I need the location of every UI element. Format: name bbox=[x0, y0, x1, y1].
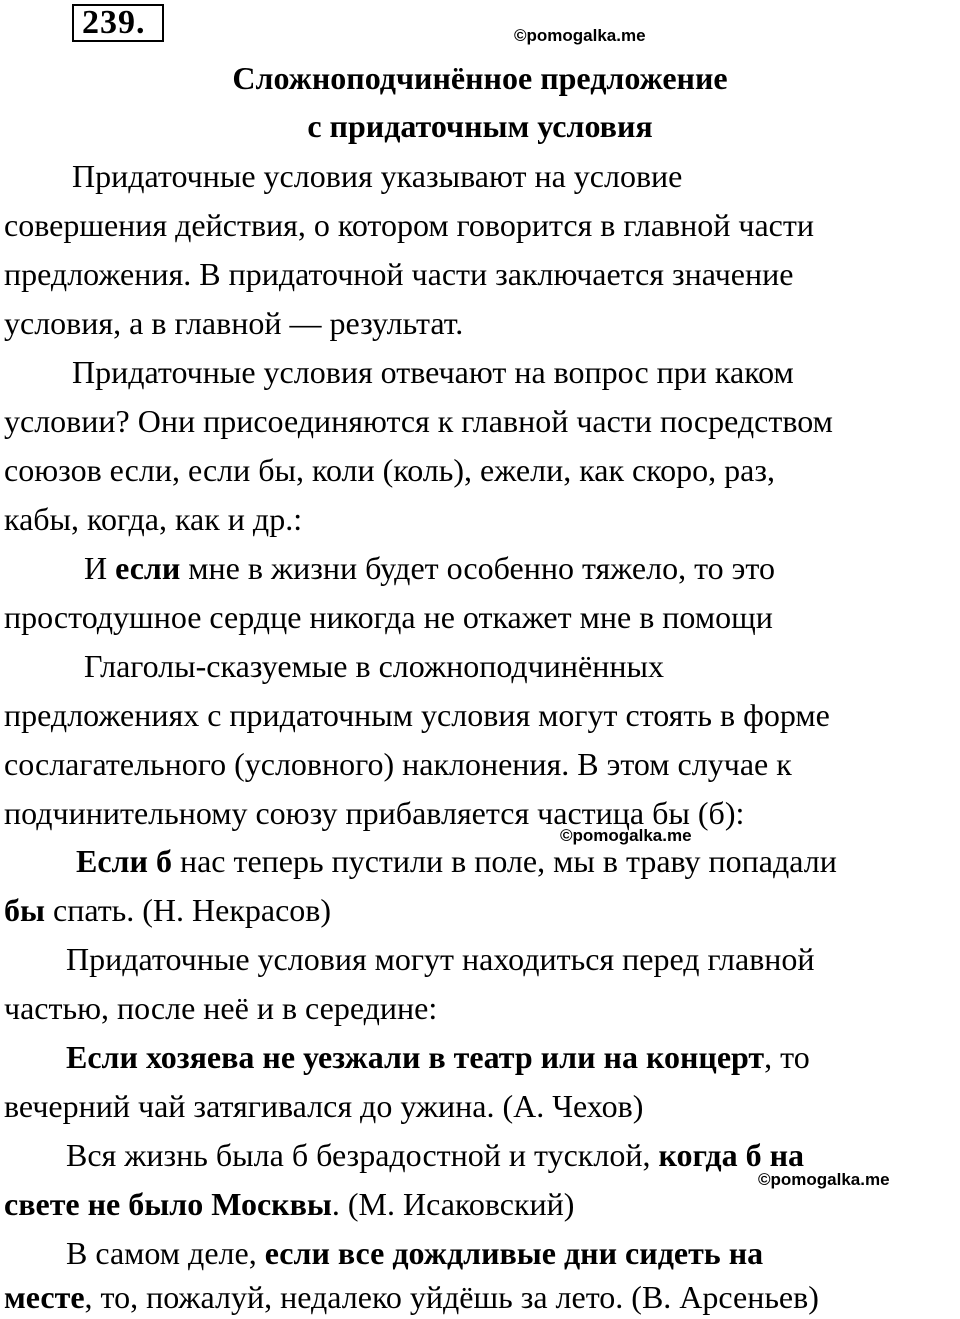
example-4-clause-start: когда б на bbox=[658, 1137, 805, 1173]
paragraph-2-line-3: союзов если, если бы, коли (коль), ежели, как скоро, раз, bbox=[4, 452, 775, 488]
example-4-line-2 bbox=[4, 1184, 574, 1224]
example-5-text-rest: , то, пожалуй, недалеко уйдёшь за лето. (В. Арсеньев) bbox=[84, 1279, 819, 1315]
paragraph-1-line-1: Придаточные условия указывают на условие bbox=[72, 158, 683, 194]
paragraph-1-line-4: условия, а в главной — результат. bbox=[4, 305, 464, 341]
title-line-2: с придаточным условия bbox=[307, 108, 653, 144]
example-5-clause-end: месте bbox=[4, 1279, 85, 1315]
watermark-middle: ©pomogalka.me bbox=[560, 826, 692, 845]
example-2-line-1 bbox=[76, 841, 837, 881]
example-5-clause-start: если все дождливые дни сидеть на bbox=[264, 1235, 764, 1271]
paragraph-3-line-4: подчинительному союзу прибавляется частица бы (б): bbox=[4, 795, 745, 831]
example-1-conjunction: если bbox=[115, 550, 181, 586]
example-4-text-rest: . (М. Исаковский) bbox=[331, 1186, 575, 1222]
example-3-text: , то bbox=[764, 1039, 810, 1075]
example-2-line-2 bbox=[4, 890, 331, 930]
paragraph-1-line-3: предложения. В придаточной части заключается значение bbox=[4, 256, 794, 292]
exercise-number: 239. bbox=[72, 4, 164, 42]
example-4-text: Вся жизнь была б безрадостной и тусклой, bbox=[66, 1137, 659, 1173]
example-3-clause: Если хозяева не уезжали в театр или на концерт bbox=[66, 1039, 765, 1075]
paragraph-4-line-2: частью, после неё и в середине: bbox=[4, 990, 438, 1026]
paragraph-3-line-2: предложениях с придаточным условия могут стоять в форме bbox=[4, 697, 830, 733]
example-5-line-2 bbox=[4, 1277, 819, 1317]
example-3-line-2: вечерний чай затягивался до ужина. (А. Чехов) bbox=[4, 1088, 644, 1124]
title-line-1: Сложноподчинённое предложение bbox=[232, 60, 728, 96]
example-4-clause-end: свете не было Москвы bbox=[4, 1186, 332, 1222]
example-5-text: В самом деле, bbox=[66, 1235, 265, 1271]
example-1-text-rest: мне в жизни будет особенно тяжело, то это bbox=[180, 550, 775, 586]
example-2-text-rest: спать. (Н. Некрасов) bbox=[44, 892, 332, 928]
paragraph-1-line-2: совершения действия, о котором говорится в главной части bbox=[4, 207, 814, 243]
example-2-conjunction: Если б bbox=[76, 843, 172, 879]
paragraph-3-line-3: сослагательного (условного) наклонения. В этом случае к bbox=[4, 746, 792, 782]
watermark-bottom: ©pomogalka.me bbox=[758, 1170, 890, 1189]
paragraph-4-line-1: Придаточные условия могут находиться перед главной bbox=[66, 941, 815, 977]
watermark-top: ©pomogalka.me bbox=[514, 26, 646, 45]
example-2-text: нас теперь пустили в поле, мы в траву попадали bbox=[171, 843, 837, 879]
paragraph-2-line-4: кабы, когда, как и др.: bbox=[4, 501, 303, 537]
example-3-line-1 bbox=[66, 1037, 810, 1077]
paragraph-2-line-1: Придаточные условия отвечают на вопрос при каком bbox=[72, 354, 794, 390]
example-1-line-2: простодушное сердце никогда не откажет мне в помощи bbox=[4, 599, 773, 635]
example-1-line-1 bbox=[84, 548, 775, 588]
example-4-line-1 bbox=[66, 1135, 804, 1175]
example-1-text: И bbox=[84, 550, 116, 586]
example-2-particle: бы bbox=[4, 892, 45, 928]
paragraph-3-line-1: Глаголы-сказуемые в сложноподчинённых bbox=[84, 648, 664, 684]
paragraph-2-line-2: условии? Они присоединяются к главной части посредством bbox=[4, 403, 833, 439]
example-5-line-1 bbox=[66, 1233, 763, 1273]
